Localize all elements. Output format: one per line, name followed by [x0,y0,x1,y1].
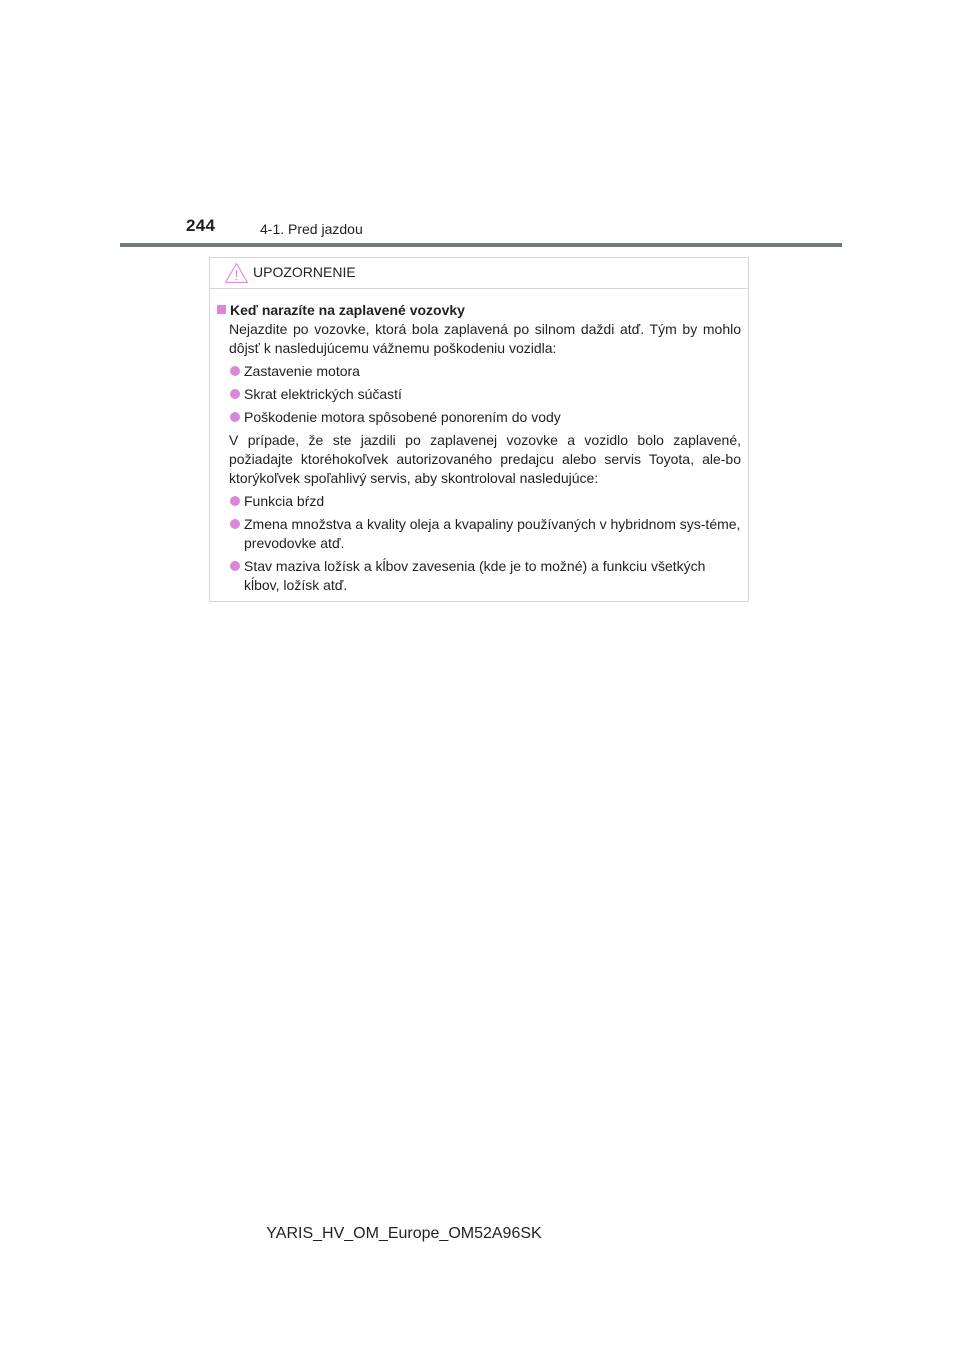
middle-paragraph: V prípade, že ste jazdili po zaplavenej vozovke a vozidlo bolo zaplavené, požiadajte ktoréhokoľvek autorizovaného predajcu alebo servis Toyota, ale-bo ktorýkoľvek spoľahlivý servis, aby skontroloval nasledujúce: [229,432,741,486]
warning-header [210,258,748,289]
list-item: Skrat elektrických súčastí [217,385,741,404]
bullet-dot-icon [230,561,240,571]
list-item: Zastavenie motora [217,362,741,381]
bullet-dot-icon [230,519,240,529]
warning-body [210,289,748,595]
warning-subheading [217,301,741,320]
subheading-text: Keď narazíte na zaplavené vozovky [230,302,465,318]
warning-box [209,257,749,602]
warning-title: UPOZORNENIE [253,264,356,280]
warning-triangle-icon [224,262,249,284]
list-item: Zmena množstva a kvality oleja a kvapaliny používaných v hybridnom sys-téme, prevodovke atď. [217,515,741,553]
intro-paragraph: Nejazdite po vozovke, ktorá bola zaplavená po silnom daždi atď. Tým by mohlo dôjsť k nasledujúcemu vážnemu poškodeniu vozidla: [229,321,741,356]
section-title: 4-1. Pred jazdou [260,221,363,237]
bullet-dot-icon [230,389,240,399]
bullet-dot-icon [230,366,240,376]
document-id: YARIS_HV_OM_Europe_OM52A96SK [266,1225,542,1242]
square-bullet-icon [217,305,226,314]
bullet-dot-icon [230,412,240,422]
bullet-dot-icon [230,496,240,506]
list-item: Poškodenie motora spôsobené ponorením do vody [217,408,741,427]
list-item: Stav maziva ložísk a kĺbov zavesenia (kde je to možné) a funkciu všetkých kĺbov, ložísk atď. [217,557,741,595]
page-number: 244 [186,216,216,235]
footer [0,1225,960,1243]
header-divider [120,243,842,247]
list-item: Funkcia bŕzd [217,492,741,511]
